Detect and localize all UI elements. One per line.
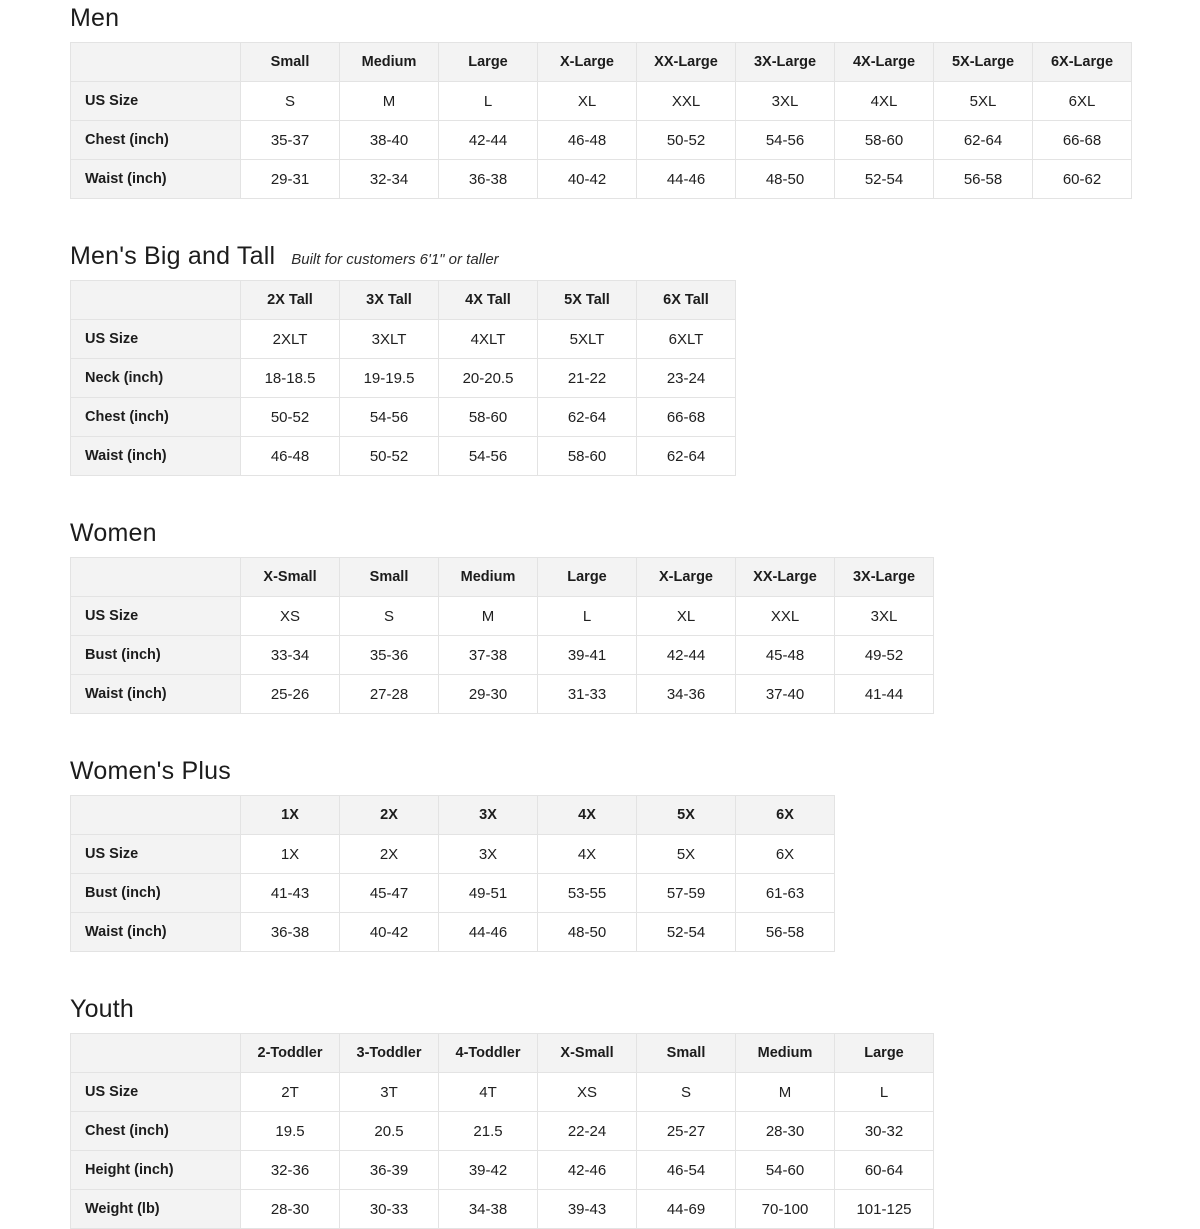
size-value-cell: 56-58: [934, 160, 1033, 199]
size-value-cell: 56-58: [736, 913, 835, 952]
size-chart-section-4: [70, 995, 1200, 1229]
column-header: 1X: [241, 796, 340, 835]
size-value-cell: 62-64: [934, 121, 1033, 160]
size-value-cell: 20.5: [340, 1112, 439, 1151]
corner-cell: [71, 558, 241, 597]
size-value-cell: 49-52: [835, 636, 934, 675]
row-label: Chest (inch): [71, 121, 241, 160]
column-header: 6X-Large: [1033, 43, 1132, 82]
column-header: Small: [637, 1034, 736, 1073]
row-label: US Size: [71, 597, 241, 636]
size-value-cell: 1X: [241, 835, 340, 874]
size-value-cell: 5XL: [934, 82, 1033, 121]
table-row: [71, 82, 1132, 121]
column-header: 3X-Large: [736, 43, 835, 82]
column-header: Medium: [736, 1034, 835, 1073]
column-header: 6X Tall: [637, 281, 736, 320]
size-table: [70, 557, 934, 714]
size-value-cell: 4XL: [835, 82, 934, 121]
column-header: 3X Tall: [340, 281, 439, 320]
size-value-cell: 46-48: [538, 121, 637, 160]
table-row: [71, 1151, 934, 1190]
size-value-cell: 101-125: [835, 1190, 934, 1229]
column-header: 2-Toddler: [241, 1034, 340, 1073]
section-header: [70, 4, 1200, 32]
size-value-cell: XS: [241, 597, 340, 636]
column-header: XX-Large: [637, 43, 736, 82]
size-value-cell: S: [340, 597, 439, 636]
table-header-row: [71, 1034, 934, 1073]
size-value-cell: 32-36: [241, 1151, 340, 1190]
size-value-cell: 42-46: [538, 1151, 637, 1190]
size-value-cell: 50-52: [340, 437, 439, 476]
size-value-cell: 28-30: [736, 1112, 835, 1151]
size-value-cell: 19-19.5: [340, 359, 439, 398]
size-value-cell: 22-24: [538, 1112, 637, 1151]
size-value-cell: 50-52: [241, 398, 340, 437]
size-value-cell: 4X: [538, 835, 637, 874]
row-label: Waist (inch): [71, 913, 241, 952]
size-value-cell: 36-38: [241, 913, 340, 952]
size-value-cell: 6X: [736, 835, 835, 874]
size-value-cell: 3XL: [736, 82, 835, 121]
size-value-cell: 44-46: [637, 160, 736, 199]
column-header: Small: [340, 558, 439, 597]
table-row: [71, 636, 934, 675]
table-header-row: [71, 558, 934, 597]
size-value-cell: 54-56: [736, 121, 835, 160]
size-value-cell: S: [637, 1073, 736, 1112]
table-header-row: [71, 43, 1132, 82]
column-header: 5X Tall: [538, 281, 637, 320]
size-value-cell: 40-42: [340, 913, 439, 952]
size-value-cell: 52-54: [637, 913, 736, 952]
size-value-cell: 21.5: [439, 1112, 538, 1151]
column-header: 4X: [538, 796, 637, 835]
size-value-cell: 3X: [439, 835, 538, 874]
size-value-cell: 2XLT: [241, 320, 340, 359]
column-header: 3-Toddler: [340, 1034, 439, 1073]
size-value-cell: 39-41: [538, 636, 637, 675]
section-title: Youth: [70, 995, 135, 1023]
size-value-cell: 29-30: [439, 675, 538, 714]
table-row: [71, 913, 835, 952]
size-value-cell: XXL: [637, 82, 736, 121]
column-header: Small: [241, 43, 340, 82]
size-value-cell: 36-39: [340, 1151, 439, 1190]
size-value-cell: 5XLT: [538, 320, 637, 359]
row-label: Chest (inch): [71, 1112, 241, 1151]
size-value-cell: 58-60: [439, 398, 538, 437]
size-value-cell: 30-32: [835, 1112, 934, 1151]
size-value-cell: 45-47: [340, 874, 439, 913]
row-label: Waist (inch): [71, 160, 241, 199]
table-row: [71, 1112, 934, 1151]
column-header: 5X-Large: [934, 43, 1033, 82]
size-value-cell: XXL: [736, 597, 835, 636]
row-label: Height (inch): [71, 1151, 241, 1190]
size-value-cell: 45-48: [736, 636, 835, 675]
size-value-cell: 20-20.5: [439, 359, 538, 398]
size-value-cell: 58-60: [835, 121, 934, 160]
size-value-cell: 21-22: [538, 359, 637, 398]
column-header: Medium: [439, 558, 538, 597]
column-header: Large: [835, 1034, 934, 1073]
size-table: [70, 280, 736, 476]
size-value-cell: 41-44: [835, 675, 934, 714]
column-header: 3X-Large: [835, 558, 934, 597]
size-value-cell: M: [736, 1073, 835, 1112]
size-value-cell: 33-34: [241, 636, 340, 675]
table-row: [71, 437, 736, 476]
row-label: Waist (inch): [71, 437, 241, 476]
column-header: Large: [439, 43, 538, 82]
column-header: 2X: [340, 796, 439, 835]
size-value-cell: 6XL: [1033, 82, 1132, 121]
size-value-cell: 28-30: [241, 1190, 340, 1229]
row-label: US Size: [71, 1073, 241, 1112]
size-table: [70, 42, 1132, 199]
column-header: XX-Large: [736, 558, 835, 597]
column-header: 2X Tall: [241, 281, 340, 320]
corner-cell: [71, 43, 241, 82]
size-value-cell: 2T: [241, 1073, 340, 1112]
column-header: X-Small: [241, 558, 340, 597]
size-value-cell: 36-38: [439, 160, 538, 199]
row-label: Bust (inch): [71, 636, 241, 675]
size-value-cell: 54-56: [340, 398, 439, 437]
table-row: [71, 121, 1132, 160]
size-value-cell: M: [340, 82, 439, 121]
section-header: [70, 757, 1200, 785]
column-header: Large: [538, 558, 637, 597]
column-header: 4-Toddler: [439, 1034, 538, 1073]
size-value-cell: 35-37: [241, 121, 340, 160]
size-value-cell: 60-62: [1033, 160, 1132, 199]
size-value-cell: 38-40: [340, 121, 439, 160]
corner-cell: [71, 1034, 241, 1073]
table-row: [71, 359, 736, 398]
size-value-cell: 61-63: [736, 874, 835, 913]
column-header: 4X Tall: [439, 281, 538, 320]
size-value-cell: M: [439, 597, 538, 636]
corner-cell: [71, 281, 241, 320]
row-label: Neck (inch): [71, 359, 241, 398]
size-chart-section-0: [70, 4, 1200, 199]
size-chart-section-2: [70, 519, 1200, 714]
size-value-cell: 31-33: [538, 675, 637, 714]
row-label: Chest (inch): [71, 398, 241, 437]
table-row: [71, 874, 835, 913]
table-header-row: [71, 281, 736, 320]
size-chart-section-3: [70, 757, 1200, 952]
row-label: US Size: [71, 82, 241, 121]
size-value-cell: XL: [538, 82, 637, 121]
size-value-cell: 49-51: [439, 874, 538, 913]
size-value-cell: 42-44: [637, 636, 736, 675]
size-value-cell: 58-60: [538, 437, 637, 476]
column-header: 4X-Large: [835, 43, 934, 82]
size-value-cell: 44-69: [637, 1190, 736, 1229]
size-value-cell: 46-54: [637, 1151, 736, 1190]
size-value-cell: 66-68: [1033, 121, 1132, 160]
size-value-cell: 40-42: [538, 160, 637, 199]
size-value-cell: 5X: [637, 835, 736, 874]
size-value-cell: L: [538, 597, 637, 636]
size-value-cell: 42-44: [439, 121, 538, 160]
size-value-cell: 53-55: [538, 874, 637, 913]
section-header: [70, 519, 1200, 547]
size-value-cell: 25-26: [241, 675, 340, 714]
table-row: [71, 675, 934, 714]
column-header: 3X: [439, 796, 538, 835]
size-value-cell: L: [835, 1073, 934, 1112]
size-value-cell: 54-60: [736, 1151, 835, 1190]
section-header: [70, 242, 1200, 270]
size-value-cell: 6XLT: [637, 320, 736, 359]
section-title: Men: [70, 4, 120, 32]
row-label: Weight (lb): [71, 1190, 241, 1229]
size-value-cell: 41-43: [241, 874, 340, 913]
column-header: 5X: [637, 796, 736, 835]
column-header: X-Large: [538, 43, 637, 82]
size-value-cell: 46-48: [241, 437, 340, 476]
size-value-cell: 60-64: [835, 1151, 934, 1190]
row-label: US Size: [71, 320, 241, 359]
size-value-cell: XS: [538, 1073, 637, 1112]
size-value-cell: 70-100: [736, 1190, 835, 1229]
size-value-cell: 35-36: [340, 636, 439, 675]
size-value-cell: 48-50: [736, 160, 835, 199]
size-value-cell: 19.5: [241, 1112, 340, 1151]
size-table: [70, 795, 835, 952]
size-value-cell: 34-38: [439, 1190, 538, 1229]
column-header: X-Small: [538, 1034, 637, 1073]
size-value-cell: 39-42: [439, 1151, 538, 1190]
size-value-cell: 62-64: [637, 437, 736, 476]
size-value-cell: 3XL: [835, 597, 934, 636]
column-header: Medium: [340, 43, 439, 82]
size-value-cell: 54-56: [439, 437, 538, 476]
size-value-cell: 18-18.5: [241, 359, 340, 398]
size-value-cell: 32-34: [340, 160, 439, 199]
size-value-cell: 29-31: [241, 160, 340, 199]
size-value-cell: XL: [637, 597, 736, 636]
row-label: Bust (inch): [71, 874, 241, 913]
size-value-cell: 2X: [340, 835, 439, 874]
section-title: Women's Plus: [70, 757, 231, 785]
row-label: US Size: [71, 835, 241, 874]
size-value-cell: 23-24: [637, 359, 736, 398]
size-value-cell: 30-33: [340, 1190, 439, 1229]
corner-cell: [71, 796, 241, 835]
column-header: X-Large: [637, 558, 736, 597]
size-value-cell: 52-54: [835, 160, 934, 199]
size-value-cell: 57-59: [637, 874, 736, 913]
size-value-cell: 27-28: [340, 675, 439, 714]
section-header: [70, 995, 1200, 1023]
size-value-cell: 39-43: [538, 1190, 637, 1229]
size-value-cell: 4T: [439, 1073, 538, 1112]
size-value-cell: 62-64: [538, 398, 637, 437]
size-chart-section-1: [70, 242, 1200, 476]
size-value-cell: 37-40: [736, 675, 835, 714]
section-subtitle: Built for customers 6'1" or taller: [291, 251, 499, 268]
size-value-cell: L: [439, 82, 538, 121]
row-label: Waist (inch): [71, 675, 241, 714]
table-row: [71, 835, 835, 874]
table-row: [71, 398, 736, 437]
section-title: Men's Big and Tall: [70, 242, 276, 270]
table-row: [71, 160, 1132, 199]
table-row: [71, 320, 736, 359]
size-value-cell: 25-27: [637, 1112, 736, 1151]
size-value-cell: 50-52: [637, 121, 736, 160]
table-row: [71, 1190, 934, 1229]
size-value-cell: 66-68: [637, 398, 736, 437]
size-value-cell: 44-46: [439, 913, 538, 952]
table-row: [71, 1073, 934, 1112]
size-value-cell: 3T: [340, 1073, 439, 1112]
size-value-cell: 34-36: [637, 675, 736, 714]
section-title: Women: [70, 519, 157, 547]
table-header-row: [71, 796, 835, 835]
size-value-cell: 3XLT: [340, 320, 439, 359]
table-row: [71, 597, 934, 636]
size-value-cell: 4XLT: [439, 320, 538, 359]
size-value-cell: 37-38: [439, 636, 538, 675]
column-header: 6X: [736, 796, 835, 835]
size-value-cell: S: [241, 82, 340, 121]
size-value-cell: 48-50: [538, 913, 637, 952]
